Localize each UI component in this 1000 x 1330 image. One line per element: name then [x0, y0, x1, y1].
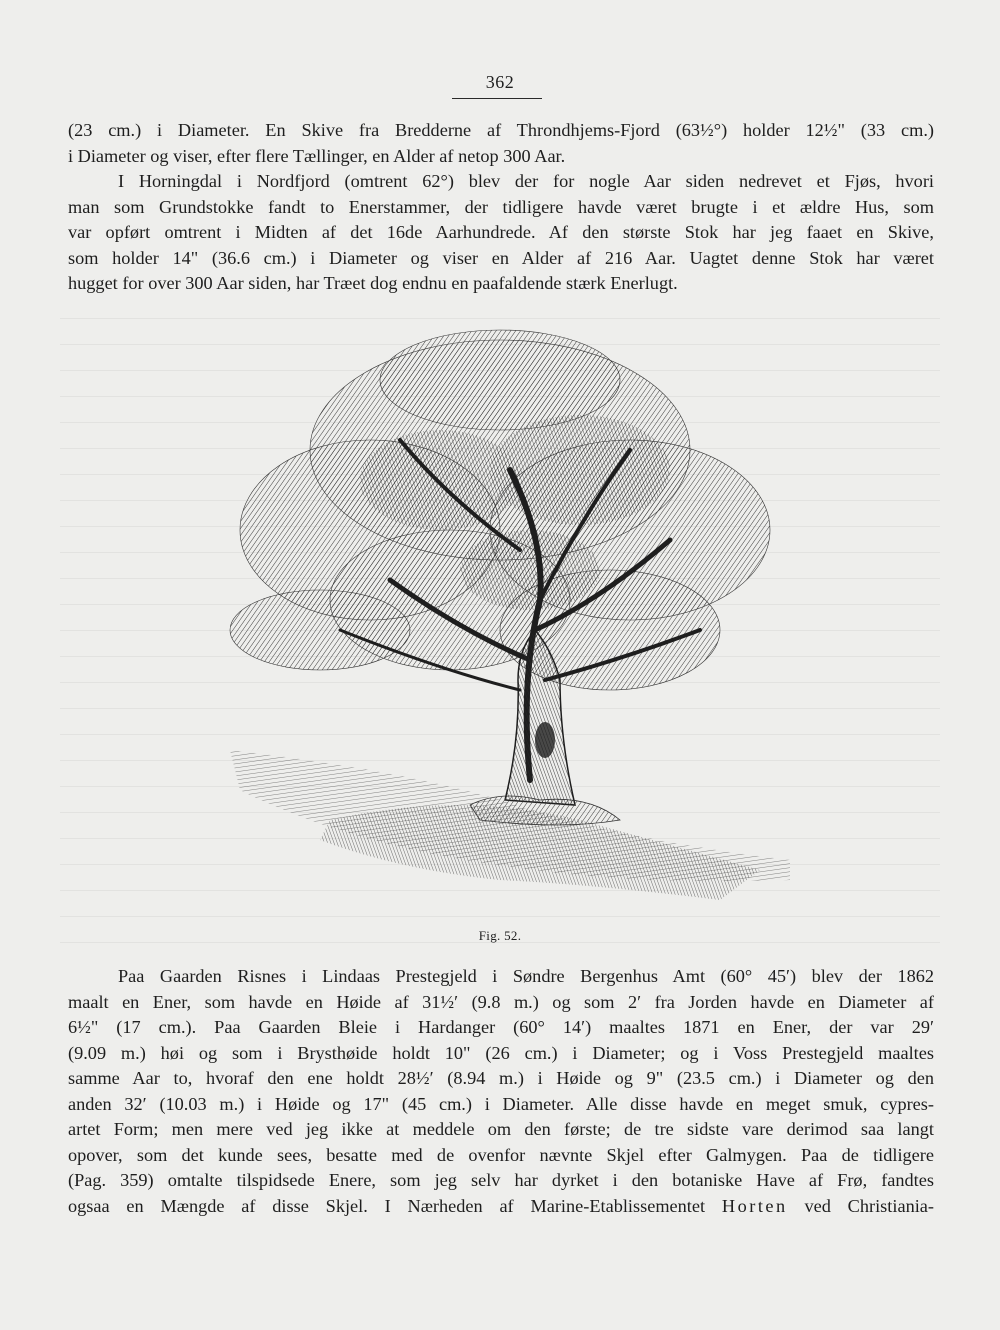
page-number: 362: [485, 72, 515, 92]
text-line: maalt en Ener, som havde en Høide af 31½′ (9.8 m.) og som 2′ fra Jorden havde en Diameter af: [68, 991, 934, 1012]
text-line-last: [68, 1194, 934, 1220]
text-line: artet Form; men mere ved jeg ikke at meddele om den første; de tre sidste vare derimod saa langt: [68, 1119, 934, 1139]
figure-caption: Fig. 52.: [478, 928, 522, 943]
text-line: som holder 14" (36.6 cm.) i Diameter og viser en Alder af 216 Aar. Uagtet denne Stok har været: [68, 247, 934, 268]
tree-illustration: [200, 300, 800, 920]
bottom-paragraph: [68, 964, 934, 1219]
page-number-rule: [452, 98, 542, 99]
text-segment: ogsaa en Mængde af disse Skjel. I Nærheden af Marine-Etablissementet: [68, 1195, 706, 1216]
tree-engraving: [200, 300, 800, 920]
text-line: man som Grundstokke fandt to Enerstammer, der tidligere havde været brugte i et ældre Hus, som: [68, 196, 934, 217]
top-paragraph: [68, 118, 934, 297]
text-line: I Horningdal i Nordfjord (omtrent 62°) blev der for nogle Aar siden nedrevet et Fjøs, hvori: [118, 171, 934, 191]
text-line: i Diameter og viser, efter flere Tællinger, en Alder af netop 300 Aar.: [68, 145, 566, 166]
text-line: hugget for over 300 Aar siden, har Træet dog endnu en paafaldende stærk Enerlugt.: [68, 273, 678, 293]
text-line: var opført omtrent i Midten af det 16de Aarhundrede. Af den største Stok har jeg faaet en Skive,: [68, 222, 934, 242]
text-line: Paa Gaarden Risnes i Lindaas Prestegjeld i Søndre Bergenhus Amt (60° 45′) blev der 1862: [118, 966, 934, 986]
text-line: (9.09 m.) høi og som i Brysthøide holdt 10" (26 cm.) i Diameter; og i Voss Prestegjeld maaltes: [68, 1042, 934, 1063]
text-line: 6½" (17 cm.). Paa Gaarden Bleie i Hardanger (60° 14′) maaltes 1871 en Ener, der var 29′: [68, 1017, 934, 1037]
text-line: (23 cm.) i Diameter. En Skive fra Bredderne af Throndhjems-Fjord (63½°) holder 12½" (33 cm.): [68, 120, 934, 140]
text-line: anden 32′ (10.03 m.) i Høide og 17" (45 cm.) i Diameter. Alle disse havde en meget smuk, cypres-: [68, 1093, 934, 1114]
text-line: samme Aar to, hvoraf den ene holdt 28½′ (8.94 m.) i Høide og 9" (23.5 cm.) i Diameter og den: [68, 1068, 934, 1088]
text-segment: ved Christiania-: [804, 1195, 934, 1216]
spaced-place-name: Horten: [721, 1195, 788, 1216]
text-line: opover, som det kunde sees, besatte med de ovenfor nævnte Skjel efter Galmygen. Paa de tidligere: [68, 1144, 934, 1165]
text-line: (Pag. 359) omtalte tilspidsede Enere, som jeg selv har dyrket i den botaniske Have af Frø, fandtes: [68, 1170, 934, 1190]
